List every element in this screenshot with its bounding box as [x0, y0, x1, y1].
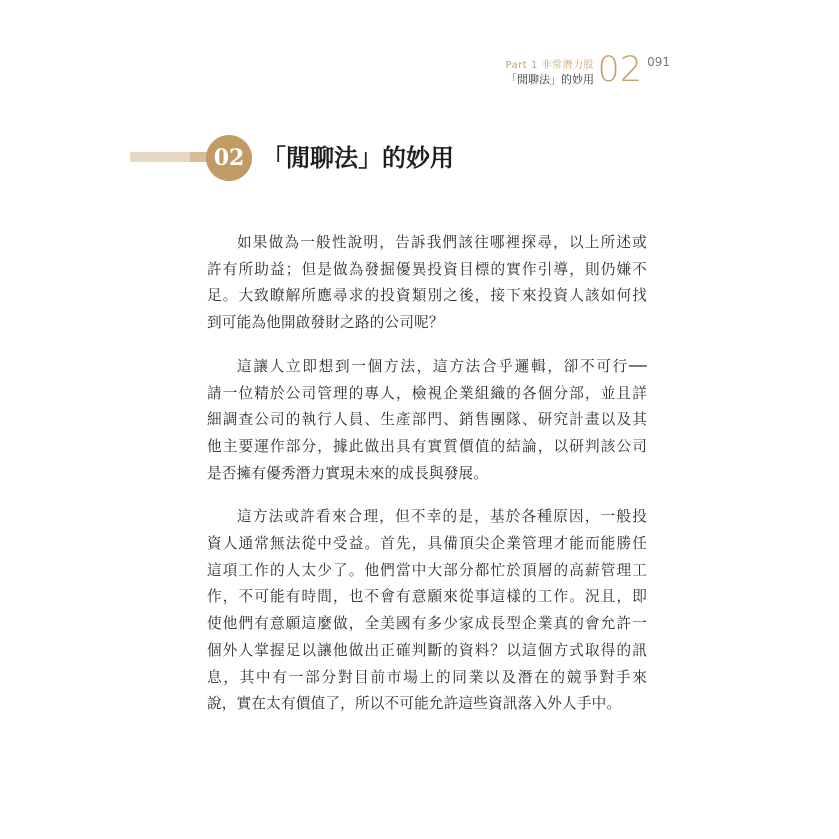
paragraph-line: 這讓人立即想到一個方法，這方法合乎邏輯，卻不可行── [237, 357, 647, 375]
paragraph-line: 到可能為他開啟發財之路的公司呢？ [207, 314, 444, 332]
paragraph-line: 如果做為一般性說明，告訴我們該往哪裡探尋，以上所述或 [237, 234, 647, 251]
paragraph-line: 作，不可能有時間，也不會有意願來從事這樣的工作。況且，即 [207, 588, 647, 606]
section-title: 「閒聊法」的妙用 [262, 143, 454, 172]
page-number: 091 [647, 55, 670, 69]
decorative-bar-light [130, 152, 190, 162]
paragraph-line: 請一位精於公司管理的專人，檢視企業組織的各個分部，並且詳 [207, 384, 647, 402]
body-text [207, 230, 647, 735]
paragraph-line: 足。大致瞭解所應尋求的投資類別之後，接下來投資人該如何找 [207, 287, 647, 305]
section-number-badge: 02 [206, 135, 252, 181]
section-heading [0, 135, 839, 185]
paragraph-line: 是否擁有優秀潛力實現未來的成長與發展。 [207, 464, 489, 482]
paragraph-line: 使他們有意願這麼做，全美國有多少家成長型企業真的會允許一 [207, 615, 647, 633]
paragraph-line: 資人通常無法從中受益。首先，具備頂尖企業管理才能而能勝任 [207, 535, 647, 553]
paragraph-line: 細調查公司的執行人員、生產部門、銷售團隊、研究計畫以及其 [207, 411, 647, 429]
running-header-chapter-number: 02 [597, 50, 642, 90]
paragraph-line: 許有所助益；但是做為發掘優異投資目標的實作引導，則仍嫌不 [207, 260, 647, 278]
paragraph-line: 這方法或許看來合理，但不幸的是，基於各種原因，一般投 [237, 508, 647, 526]
paragraph-line: 他主要運作部分，據此做出具有實質價值的結論，以研判該公司 [207, 437, 647, 455]
paragraph-line: 個外人掌握足以讓他做出正確判斷的資料？以這個方式取得的訊 [207, 641, 647, 659]
paragraph-3 [207, 504, 647, 718]
running-header-subtitle: 「閒聊法」的妙用 [506, 73, 594, 86]
paragraph-line: 說，實在太有價值了，所以不可能允許這些資訊落入外人手中。 [207, 695, 622, 713]
paragraph-2 [207, 354, 647, 488]
paragraph-line: 息，其中有一部分對目前市場上的同業以及潛在的競爭對手來 [207, 668, 647, 686]
running-header-part: Part 1 非常潛力股 [505, 60, 594, 71]
paragraph-line: 這項工作的人太少了。他們當中大部分都忙於頂層的高薪管理工 [207, 561, 647, 579]
paragraph-1 [207, 230, 647, 337]
running-header [480, 52, 670, 92]
